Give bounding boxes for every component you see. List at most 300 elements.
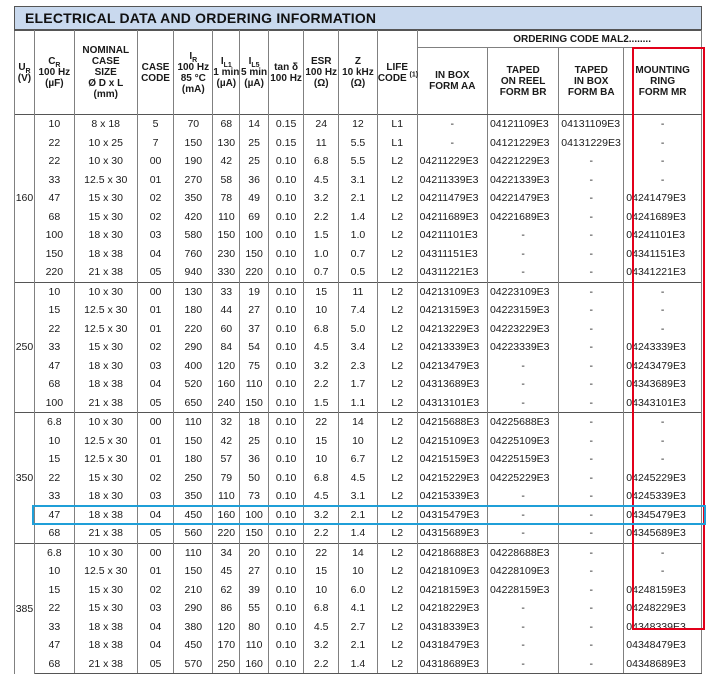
table-cell: 4.5: [339, 469, 378, 488]
table-cell: 04: [137, 245, 174, 264]
table-cell: 00: [137, 152, 174, 171]
table-cell: L2: [377, 636, 417, 655]
table-cell: 02: [137, 208, 174, 227]
table-cell: 160: [213, 506, 240, 525]
table-cell: 0.10: [268, 562, 304, 581]
table-cell: 0.10: [268, 543, 304, 562]
table-cell: -: [624, 543, 702, 562]
table-cell: 04211101E3: [417, 226, 487, 245]
table-cell: L2: [377, 469, 417, 488]
table-cell: 2.1: [339, 189, 378, 208]
table-cell: L2: [377, 375, 417, 394]
table-cell: 01: [137, 432, 174, 451]
table-cell: 15 x 30: [74, 581, 137, 600]
table-cell: 36: [240, 450, 268, 469]
table-cell: 15: [34, 301, 74, 320]
table-cell: 62: [213, 581, 240, 600]
table-row: [15, 636, 702, 655]
table-cell: 32: [213, 413, 240, 432]
table-cell: 12.5 x 30: [74, 301, 137, 320]
table-cell: 10: [304, 301, 339, 320]
table-cell: 19: [240, 282, 268, 301]
table-cell: 15: [34, 450, 74, 469]
table-cell: 14: [339, 413, 378, 432]
table-cell: 760: [174, 245, 213, 264]
table-cell: 12.5 x 30: [74, 562, 137, 581]
table-cell: 21 x 38: [74, 263, 137, 282]
table-cell: 60: [213, 320, 240, 339]
table-cell: 2.1: [339, 506, 378, 525]
table-cell: 10: [339, 432, 378, 451]
table-cell: -: [487, 245, 558, 264]
table-cell: L2: [377, 562, 417, 581]
table-cell: 22: [34, 469, 74, 488]
table-cell: 04223339E3: [487, 338, 558, 357]
table-row: [15, 245, 702, 264]
table-row: [15, 394, 702, 413]
table-cell: 18 x 30: [74, 226, 137, 245]
table-cell: 04215109E3: [417, 432, 487, 451]
table-cell: 15 x 30: [74, 189, 137, 208]
table-cell: -: [487, 618, 558, 637]
table-cell: 05: [137, 263, 174, 282]
table-cell: 04313689E3: [417, 375, 487, 394]
table-cell: 04318479E3: [417, 636, 487, 655]
table-cell: -: [487, 506, 558, 525]
table-cell: 04243479E3: [624, 357, 702, 376]
table-cell: 04315689E3: [417, 524, 487, 543]
table-cell: 180: [174, 450, 213, 469]
table-cell: 2.1: [339, 636, 378, 655]
table-cell: 0.10: [268, 655, 304, 674]
table-cell: 49: [240, 189, 268, 208]
table-cell: 100: [240, 226, 268, 245]
table-cell: 10: [304, 450, 339, 469]
table-cell: 0.7: [339, 245, 378, 264]
table-cell: 04248159E3: [624, 581, 702, 600]
header-il5: $I_{L5}$ 5 min (µA): [240, 31, 268, 115]
table-cell: L1: [377, 134, 417, 153]
table-cell: 3.2: [304, 506, 339, 525]
table-cell: L2: [377, 245, 417, 264]
table-cell: -: [559, 450, 624, 469]
table-cell: 1.4: [339, 524, 378, 543]
table-cell: 6.0: [339, 581, 378, 600]
table-cell: 47: [34, 636, 74, 655]
table-cell: 0.10: [268, 618, 304, 637]
table-cell: 150: [240, 394, 268, 413]
table-cell: 04345689E3: [624, 524, 702, 543]
table-cell: 150: [240, 245, 268, 264]
table-cell: -: [559, 357, 624, 376]
table-cell: -: [487, 636, 558, 655]
table-cell: 240: [213, 394, 240, 413]
table-cell: 250: [174, 469, 213, 488]
table-cell: 290: [174, 599, 213, 618]
table-cell: 0.10: [268, 282, 304, 301]
table-cell: 12.5 x 30: [74, 171, 137, 190]
table-cell: 04221479E3: [487, 189, 558, 208]
table-cell: 50: [240, 469, 268, 488]
table-cell: -: [559, 320, 624, 339]
table-cell: 15: [304, 282, 339, 301]
table-row: [15, 208, 702, 227]
table-cell: L2: [377, 506, 417, 525]
table-cell: 21 x 38: [74, 394, 137, 413]
table-cell: 0.10: [268, 226, 304, 245]
table-cell: 47: [34, 357, 74, 376]
table-cell: 04248229E3: [624, 599, 702, 618]
voltage-group: [15, 282, 702, 413]
table-cell: 4.5: [304, 618, 339, 637]
header-in-box: IN BOX FORM AA: [417, 48, 487, 115]
table-cell: 160: [213, 375, 240, 394]
table-cell: 12.5 x 30: [74, 432, 137, 451]
table-cell: 68: [213, 115, 240, 134]
table-cell: 6.8: [304, 152, 339, 171]
table-cell: 120: [213, 357, 240, 376]
table-cell: L2: [377, 394, 417, 413]
table-cell: 58: [213, 171, 240, 190]
table-cell: 3.1: [339, 487, 378, 506]
table-cell: 11: [339, 282, 378, 301]
table-cell: 02: [137, 338, 174, 357]
table-cell: 1.7: [339, 375, 378, 394]
table-cell: 150: [174, 134, 213, 153]
table-cell: 0.10: [268, 599, 304, 618]
table-cell: 560: [174, 524, 213, 543]
table-cell: 03: [137, 487, 174, 506]
table-cell: -: [417, 134, 487, 153]
table-cell: -: [624, 171, 702, 190]
table-cell: 110: [174, 413, 213, 432]
table-cell: 10: [34, 432, 74, 451]
table-row: [15, 581, 702, 600]
table-cell: -: [624, 562, 702, 581]
table-cell: -: [487, 524, 558, 543]
table-cell: -: [624, 152, 702, 171]
table-cell: 10 x 30: [74, 282, 137, 301]
table-row: [15, 375, 702, 394]
table-cell: -: [559, 338, 624, 357]
table-cell: 0.10: [268, 152, 304, 171]
table-cell: 1.0: [339, 226, 378, 245]
table-cell: 8 x 18: [74, 115, 137, 134]
table-cell: 04213479E3: [417, 357, 487, 376]
table-cell: -: [624, 115, 702, 134]
table-cell: L2: [377, 543, 417, 562]
table-cell: 110: [213, 487, 240, 506]
voltage-cell: 385: [15, 543, 35, 674]
table-cell: 0.10: [268, 301, 304, 320]
table-cell: 02: [137, 581, 174, 600]
table-cell: 04131109E3: [559, 115, 624, 134]
table-cell: 47: [34, 506, 74, 525]
table-cell: 37: [240, 320, 268, 339]
table-cell: L2: [377, 171, 417, 190]
table-cell: 0.10: [268, 375, 304, 394]
table-cell: 100: [34, 394, 74, 413]
table-cell: 57: [213, 450, 240, 469]
table-cell: 7.4: [339, 301, 378, 320]
voltage-group: [15, 413, 702, 544]
table-cell: -: [559, 469, 624, 488]
table-cell: 450: [174, 506, 213, 525]
table-cell: 0.10: [268, 450, 304, 469]
table-cell: 18 x 38: [74, 375, 137, 394]
table-cell: -: [559, 208, 624, 227]
table-cell: 86: [213, 599, 240, 618]
table-cell: -: [559, 506, 624, 525]
table-row: [15, 599, 702, 618]
table-cell: 04213109E3: [417, 282, 487, 301]
table-cell: 150: [34, 245, 74, 264]
table-cell: -: [559, 432, 624, 451]
table-cell: 220: [213, 524, 240, 543]
table-cell: 04245339E3: [624, 487, 702, 506]
table-cell: 230: [213, 245, 240, 264]
table-cell: 110: [240, 636, 268, 655]
table-title-bar: [14, 6, 702, 30]
table-row: [15, 226, 702, 245]
voltage-cell: 250: [15, 282, 35, 413]
table-cell: 0.10: [268, 636, 304, 655]
table-cell: L2: [377, 450, 417, 469]
table-cell: 650: [174, 394, 213, 413]
table-cell: 110: [174, 543, 213, 562]
header-mounting-ring: MOUNTING RING FORM MR: [624, 48, 702, 115]
table-cell: L2: [377, 208, 417, 227]
table-cell: 2.2: [304, 524, 339, 543]
header-cr: $C_R$ 100 Hz (µF): [34, 31, 74, 115]
table-cell: 150: [174, 432, 213, 451]
table-cell: 11: [304, 134, 339, 153]
table-cell: -: [559, 394, 624, 413]
table-cell: 68: [34, 375, 74, 394]
table-cell: 22: [34, 134, 74, 153]
table-cell: 100: [34, 226, 74, 245]
table-cell: -: [559, 226, 624, 245]
table-cell: L2: [377, 189, 417, 208]
table-cell: 6.8: [304, 469, 339, 488]
table-row: [15, 171, 702, 190]
table-cell: 10: [34, 562, 74, 581]
table-cell: 05: [137, 655, 174, 674]
table-cell: -: [624, 134, 702, 153]
table-cell: 04213339E3: [417, 338, 487, 357]
table-row: [15, 450, 702, 469]
table-cell: 01: [137, 320, 174, 339]
table-cell: 10 x 30: [74, 543, 137, 562]
header-taped-box: TAPED IN BOX FORM BA: [559, 48, 624, 115]
header-taped-reel: TAPED ON REEL FORM BR: [487, 48, 558, 115]
table-row: [15, 562, 702, 581]
table-cell: 22: [304, 543, 339, 562]
table-cell: 0.10: [268, 394, 304, 413]
table-cell: 0.10: [268, 432, 304, 451]
table-cell: 3.2: [304, 357, 339, 376]
table-cell: 04318689E3: [417, 655, 487, 674]
table-cell: 0.10: [268, 469, 304, 488]
table-cell: 6.8: [304, 599, 339, 618]
table-cell: 10: [339, 562, 378, 581]
table-cell: 15: [304, 432, 339, 451]
table-cell: 250: [213, 655, 240, 674]
table-cell: 03: [137, 599, 174, 618]
table-cell: 04213159E3: [417, 301, 487, 320]
table-cell: 4.5: [304, 487, 339, 506]
table-cell: 2.2: [304, 655, 339, 674]
table-cell: 6.8: [304, 320, 339, 339]
table-cell: 75: [240, 357, 268, 376]
table-cell: L2: [377, 432, 417, 451]
table-cell: -: [487, 375, 558, 394]
table-cell: 18 x 38: [74, 618, 137, 637]
table-cell: L2: [377, 263, 417, 282]
table-cell: 25: [240, 152, 268, 171]
table-cell: 84: [213, 338, 240, 357]
table-cell: 04211229E3: [417, 152, 487, 171]
table-cell: -: [559, 655, 624, 674]
table-cell: -: [559, 375, 624, 394]
header-tan-delta: tan δ 100 Hz: [268, 31, 304, 115]
table-cell: 22: [34, 152, 74, 171]
table-row: [15, 413, 702, 432]
table-cell: 25: [240, 134, 268, 153]
table-cell: -: [624, 282, 702, 301]
table-cell: 290: [174, 338, 213, 357]
table-cell: L2: [377, 487, 417, 506]
table-cell: L2: [377, 338, 417, 357]
table-cell: 45: [213, 562, 240, 581]
voltage-group: [15, 115, 702, 283]
table-cell: 0.10: [268, 487, 304, 506]
table-cell: 150: [213, 226, 240, 245]
table-row: [15, 189, 702, 208]
table-cell: 1.4: [339, 208, 378, 227]
table-cell: -: [487, 263, 558, 282]
table-cell: 04215339E3: [417, 487, 487, 506]
table-row: [15, 655, 702, 674]
table-cell: 04225229E3: [487, 469, 558, 488]
table-cell: -: [559, 562, 624, 581]
table-cell: 15 x 30: [74, 208, 137, 227]
table-cell: L2: [377, 618, 417, 637]
table-cell: 04215159E3: [417, 450, 487, 469]
table-cell: -: [559, 543, 624, 562]
table-cell: 4.5: [304, 171, 339, 190]
table-cell: 01: [137, 562, 174, 581]
table-cell: 0.7: [304, 263, 339, 282]
table-cell: 04318339E3: [417, 618, 487, 637]
table-cell: 2.2: [304, 208, 339, 227]
table-cell: 42: [213, 152, 240, 171]
table-cell: 15 x 30: [74, 599, 137, 618]
table-cell: 10: [34, 282, 74, 301]
table-cell: -: [559, 618, 624, 637]
table-cell: 01: [137, 301, 174, 320]
table-cell: 04228159E3: [487, 581, 558, 600]
table-cell: L2: [377, 152, 417, 171]
table-cell: 1.5: [304, 226, 339, 245]
table-cell: 150: [240, 524, 268, 543]
table-row: [15, 432, 702, 451]
table-row: [15, 469, 702, 488]
table-cell: 3.2: [304, 189, 339, 208]
table-cell: 190: [174, 152, 213, 171]
table-cell: -: [624, 413, 702, 432]
table-cell: -: [487, 394, 558, 413]
table-cell: 04341221E3: [624, 263, 702, 282]
table-cell: 04341151E3: [624, 245, 702, 264]
header-ordering-code-group: ORDERING CODE MAL2........: [417, 31, 701, 48]
table-cell: 0.10: [268, 263, 304, 282]
table-cell: 04221689E3: [487, 208, 558, 227]
table-cell: 14: [240, 115, 268, 134]
table-cell: 04215688E3: [417, 413, 487, 432]
table-row: [15, 338, 702, 357]
table-cell: 6.8: [34, 413, 74, 432]
table-cell: 03: [137, 357, 174, 376]
table-cell: 04313101E3: [417, 394, 487, 413]
table-cell: 6.8: [34, 543, 74, 562]
table-cell: 10 x 30: [74, 413, 137, 432]
table-cell: 15 x 30: [74, 469, 137, 488]
table-cell: 0.10: [268, 357, 304, 376]
table-cell: 5.0: [339, 320, 378, 339]
table-cell: -: [559, 636, 624, 655]
table-cell: 33: [213, 282, 240, 301]
table-cell: 04: [137, 618, 174, 637]
table-cell: 10 x 30: [74, 152, 137, 171]
table-cell: 350: [174, 487, 213, 506]
table-row: [15, 134, 702, 153]
table-cell: 0.10: [268, 208, 304, 227]
table-cell: 400: [174, 357, 213, 376]
table-cell: 04225109E3: [487, 432, 558, 451]
table-cell: 01: [137, 450, 174, 469]
table-cell: 00: [137, 413, 174, 432]
table-cell: 33: [34, 618, 74, 637]
table-cell: -: [624, 450, 702, 469]
table-cell: 570: [174, 655, 213, 674]
table-cell: 04211339E3: [417, 171, 487, 190]
table-cell: 33: [34, 487, 74, 506]
table-cell: 04: [137, 636, 174, 655]
header-z: Z 10 kHz (Ω): [339, 31, 378, 115]
electrical-data-table: [14, 30, 702, 674]
header-ir: $I_R$ 100 Hz 85 °C (mA): [174, 31, 213, 115]
table-cell: 04218229E3: [417, 599, 487, 618]
table-cell: 73: [240, 487, 268, 506]
table-cell: 04311151E3: [417, 245, 487, 264]
table-cell: 04241101E3: [624, 226, 702, 245]
table-cell: L2: [377, 301, 417, 320]
table-row: [15, 618, 702, 637]
table-cell: -: [559, 524, 624, 543]
table-cell: 04223229E3: [487, 320, 558, 339]
table-cell: 00: [137, 282, 174, 301]
table-cell: 04221229E3: [487, 152, 558, 171]
table-cell: 6.7: [339, 450, 378, 469]
table-cell: 04345479E3: [624, 506, 702, 525]
table-cell: 22: [34, 320, 74, 339]
header-case-code: CASE CODE: [137, 31, 174, 115]
table-cell: 0.10: [268, 581, 304, 600]
table-cell: 5: [137, 115, 174, 134]
table-cell: 47: [34, 189, 74, 208]
table-cell: 940: [174, 263, 213, 282]
